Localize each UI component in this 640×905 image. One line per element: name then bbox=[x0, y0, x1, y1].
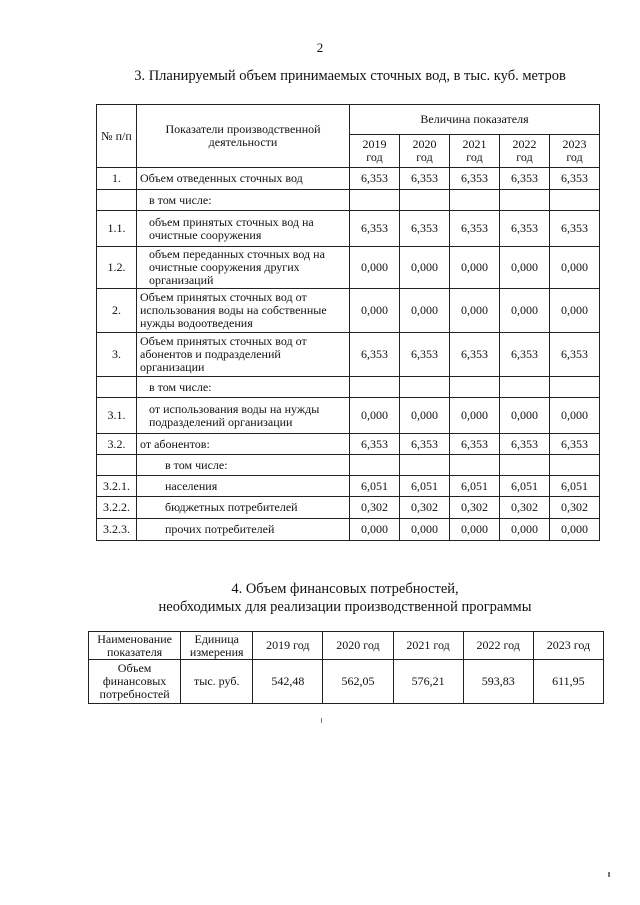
table-row bbox=[97, 247, 600, 289]
row-value: 6,353 bbox=[500, 333, 550, 377]
row-number bbox=[97, 455, 137, 476]
row-value: 6,353 bbox=[400, 211, 450, 247]
row-value bbox=[400, 455, 450, 476]
row-number: 3.2.2. bbox=[97, 497, 137, 519]
row-value: 0,000 bbox=[350, 247, 400, 289]
row-indicator: от абонентов: bbox=[137, 434, 350, 455]
table-row bbox=[97, 333, 600, 377]
header-year: 2019 год bbox=[350, 135, 400, 168]
data-cell: 576,21 bbox=[393, 660, 463, 704]
row-value: 0,302 bbox=[550, 497, 600, 519]
row-value bbox=[350, 455, 400, 476]
row-value: 0,302 bbox=[350, 497, 400, 519]
header-cell: 2021 год bbox=[393, 632, 463, 660]
row-value bbox=[500, 190, 550, 211]
row-value: 0,000 bbox=[550, 519, 600, 541]
row-number: 3. bbox=[97, 333, 137, 377]
row-number: 3.1. bbox=[97, 398, 137, 434]
row-number: 3.2.3. bbox=[97, 519, 137, 541]
row-value: 6,353 bbox=[500, 168, 550, 190]
row-value: 6,051 bbox=[450, 476, 500, 497]
row-value: 0,000 bbox=[500, 289, 550, 333]
row-indicator: в том числе: bbox=[137, 455, 350, 476]
row-value: 0,000 bbox=[550, 247, 600, 289]
row-number: 1.1. bbox=[97, 211, 137, 247]
row-indicator: прочих потребителей bbox=[137, 519, 350, 541]
row-value: 6,353 bbox=[400, 333, 450, 377]
row-value: 0,000 bbox=[450, 289, 500, 333]
row-value: 6,353 bbox=[350, 434, 400, 455]
data-cell: 542,48 bbox=[253, 660, 323, 704]
table-row bbox=[97, 434, 600, 455]
section-4-title-line1: 4. Объем финансовых потребностей, bbox=[231, 581, 459, 597]
header-indicators: Показатели производственной деятельности bbox=[137, 105, 350, 168]
scan-mark bbox=[608, 872, 610, 877]
row-indicator: в том числе: bbox=[137, 190, 350, 211]
row-value: 0,000 bbox=[500, 247, 550, 289]
row-value: 6,051 bbox=[350, 476, 400, 497]
row-value bbox=[400, 377, 450, 398]
scan-mark bbox=[321, 718, 322, 723]
row-number: 3.2.1. bbox=[97, 476, 137, 497]
row-value: 0,000 bbox=[500, 519, 550, 541]
row-number: 2. bbox=[97, 289, 137, 333]
data-cell: 611,95 bbox=[533, 660, 603, 704]
row-value bbox=[450, 377, 500, 398]
row-value: 0,000 bbox=[400, 519, 450, 541]
header-cell: Единица измерения bbox=[181, 632, 253, 660]
table-row bbox=[97, 377, 600, 398]
row-value: 6,353 bbox=[400, 168, 450, 190]
header-cell: 2019 год bbox=[253, 632, 323, 660]
row-value: 0,000 bbox=[400, 398, 450, 434]
header-cell: 2023 год bbox=[533, 632, 603, 660]
row-value: 0,000 bbox=[450, 398, 500, 434]
section-3-title: 3. Планируемый объем принимаемых сточных вод, в тыс. куб. метров bbox=[134, 68, 566, 84]
header-num: № п/п bbox=[97, 105, 137, 168]
row-value bbox=[450, 190, 500, 211]
table-row bbox=[97, 519, 600, 541]
row-value bbox=[400, 190, 450, 211]
row-value: 0,000 bbox=[350, 398, 400, 434]
table-row bbox=[97, 190, 600, 211]
row-value: 0,000 bbox=[400, 247, 450, 289]
row-value: 0,000 bbox=[450, 519, 500, 541]
row-value bbox=[550, 377, 600, 398]
row-value: 6,051 bbox=[550, 476, 600, 497]
row-value: 0,000 bbox=[550, 398, 600, 434]
row-value: 6,353 bbox=[350, 168, 400, 190]
wastewater-volume-table bbox=[96, 104, 600, 541]
row-value: 6,353 bbox=[450, 434, 500, 455]
row-number: 3.2. bbox=[97, 434, 137, 455]
row-value: 6,353 bbox=[550, 211, 600, 247]
header-cell: Наименование показателя bbox=[89, 632, 181, 660]
table-row bbox=[97, 398, 600, 434]
header-year: 2021 год bbox=[450, 135, 500, 168]
row-value: 6,051 bbox=[500, 476, 550, 497]
row-value bbox=[450, 455, 500, 476]
header-year: 2023 год bbox=[550, 135, 600, 168]
row-indicator: Объем принятых сточных вод от абонентов и подразделений организации bbox=[137, 333, 350, 377]
row-value: 6,353 bbox=[350, 333, 400, 377]
header-year: 2020 год bbox=[400, 135, 450, 168]
row-value: 6,353 bbox=[550, 333, 600, 377]
row-value: 6,353 bbox=[500, 434, 550, 455]
section-4-title-line2: необходимых для реализации производственной программы bbox=[158, 599, 532, 615]
row-indicator: Объем отведенных сточных вод bbox=[137, 168, 350, 190]
data-cell: 593,83 bbox=[463, 660, 533, 704]
data-cell: 562,05 bbox=[323, 660, 393, 704]
section-4-title bbox=[90, 580, 600, 616]
row-value bbox=[550, 190, 600, 211]
row-indicator: бюджетных потребителей bbox=[137, 497, 350, 519]
data-cell: Объем финансовых потребностей bbox=[89, 660, 181, 704]
row-value: 6,353 bbox=[450, 333, 500, 377]
row-number: 1. bbox=[97, 168, 137, 190]
data-cell: тыс. руб. bbox=[181, 660, 253, 704]
row-value bbox=[350, 377, 400, 398]
row-value: 6,353 bbox=[500, 211, 550, 247]
row-indicator: Объем принятых сточных вод от использования воды на собственные нужды водоотведения bbox=[137, 289, 350, 333]
row-value: 6,353 bbox=[400, 434, 450, 455]
row-value: 6,051 bbox=[400, 476, 450, 497]
financial-needs-table bbox=[88, 631, 604, 704]
header-cell: 2020 год bbox=[323, 632, 393, 660]
table-row bbox=[97, 211, 600, 247]
row-indicator: населения bbox=[137, 476, 350, 497]
row-value: 0,000 bbox=[350, 289, 400, 333]
header-year: 2022 год bbox=[500, 135, 550, 168]
table-row bbox=[97, 455, 600, 476]
table-row bbox=[97, 497, 600, 519]
row-value: 0,302 bbox=[400, 497, 450, 519]
table-row bbox=[97, 289, 600, 333]
row-value bbox=[350, 190, 400, 211]
row-value: 6,353 bbox=[450, 168, 500, 190]
row-value: 0,000 bbox=[400, 289, 450, 333]
row-indicator: от использования воды на нужды подразделений организации bbox=[137, 398, 350, 434]
row-number bbox=[97, 377, 137, 398]
page-number: 2 bbox=[316, 40, 324, 55]
row-value: 6,353 bbox=[350, 211, 400, 247]
row-value: 6,353 bbox=[450, 211, 500, 247]
row-value: 6,353 bbox=[550, 434, 600, 455]
header-cell: 2022 год bbox=[463, 632, 533, 660]
row-number bbox=[97, 190, 137, 211]
row-value: 0,000 bbox=[350, 519, 400, 541]
row-value: 0,302 bbox=[450, 497, 500, 519]
row-indicator: объем принятых сточных вод на очистные сооружения bbox=[137, 211, 350, 247]
row-value bbox=[500, 455, 550, 476]
row-indicator: объем переданных сточных вод на очистные сооружения других организаций bbox=[137, 247, 350, 289]
row-value bbox=[550, 455, 600, 476]
row-number: 1.2. bbox=[97, 247, 137, 289]
row-value: 0,000 bbox=[500, 398, 550, 434]
row-value: 0,000 bbox=[450, 247, 500, 289]
row-value bbox=[500, 377, 550, 398]
table-row bbox=[97, 168, 600, 190]
row-indicator: в том числе: bbox=[137, 377, 350, 398]
table-row bbox=[97, 476, 600, 497]
row-value: 0,000 bbox=[550, 289, 600, 333]
header-value: Величина показателя bbox=[350, 105, 600, 135]
row-value: 0,302 bbox=[500, 497, 550, 519]
row-value: 6,353 bbox=[550, 168, 600, 190]
